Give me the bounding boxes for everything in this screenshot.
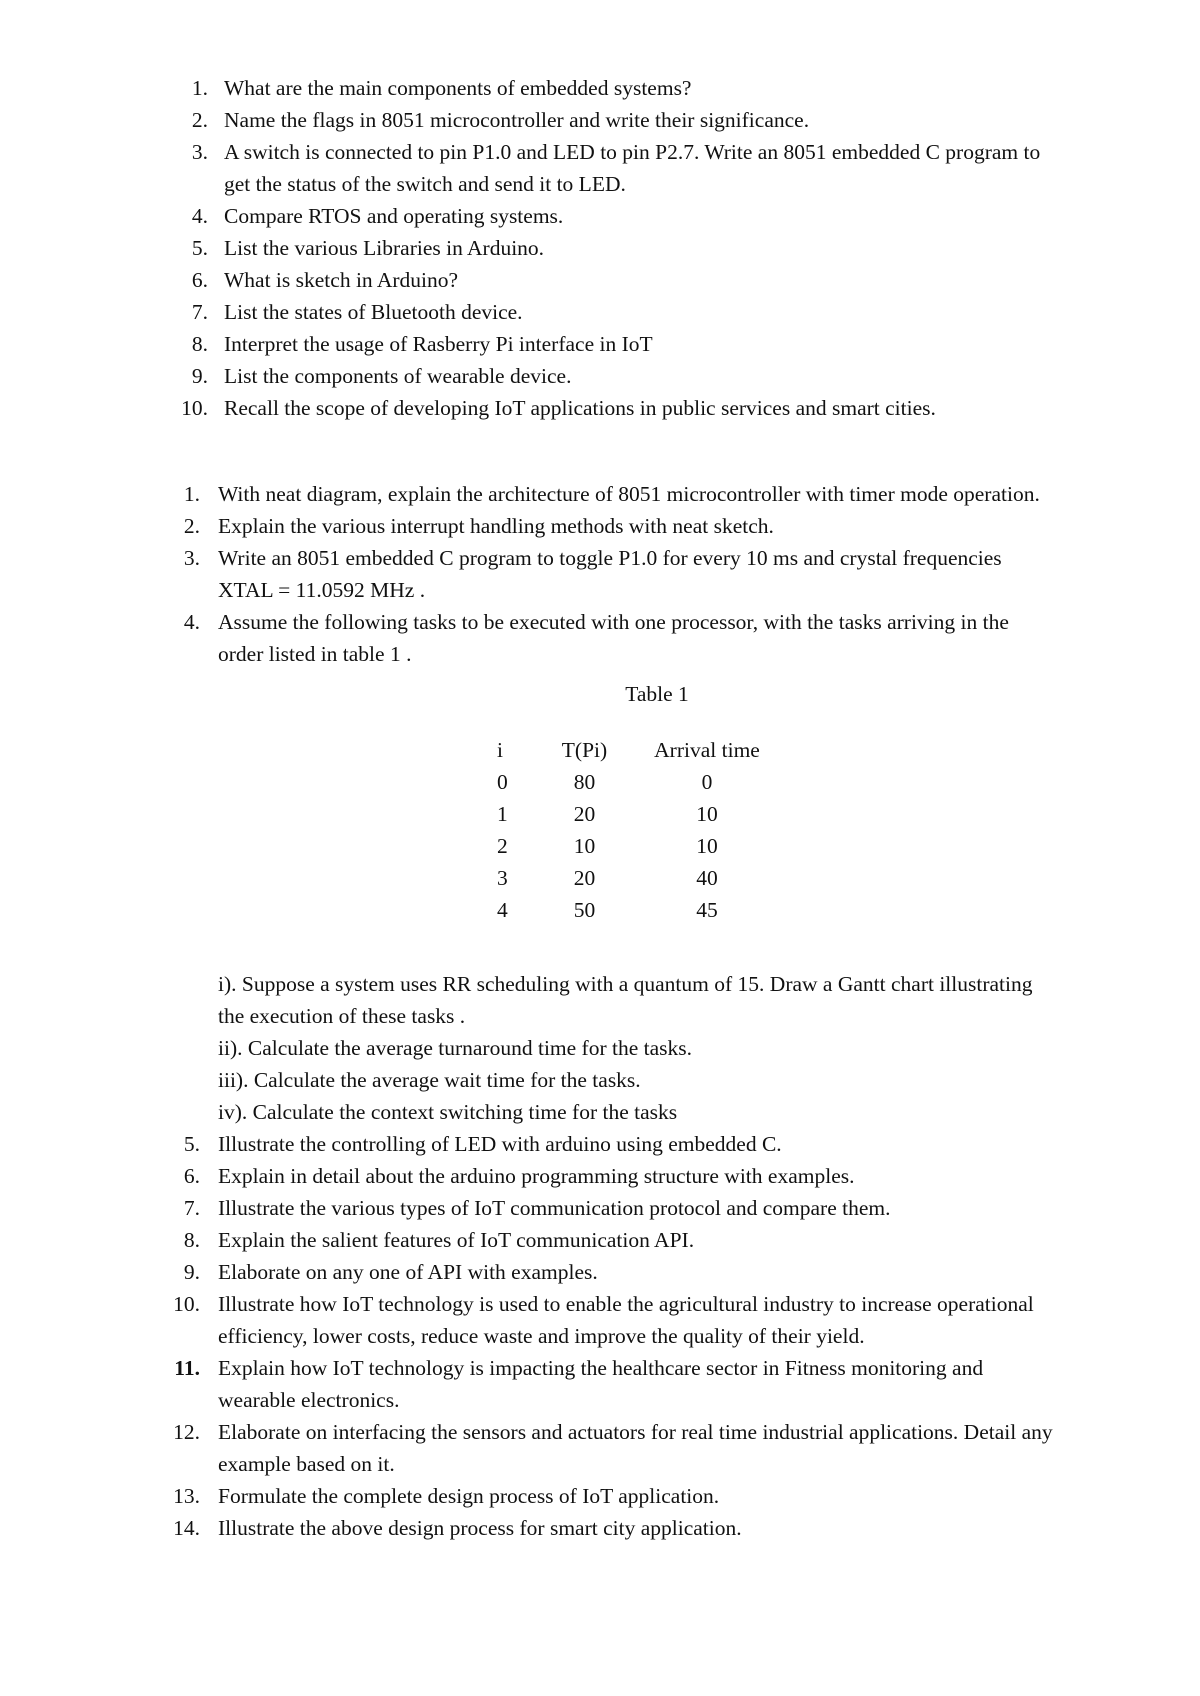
question-number: 5.	[191, 236, 208, 260]
question-text	[218, 1160, 854, 1192]
question-item	[0, 542, 1200, 606]
table-row	[497, 894, 782, 926]
question-text-line: Explain how IoT technology is impacting the healthcare sector in Fitness monitoring and	[218, 1356, 984, 1380]
question-item	[0, 104, 1200, 136]
table-header-row	[497, 734, 782, 766]
table-row	[497, 766, 782, 798]
question-item	[0, 1416, 1200, 1480]
table-row	[497, 798, 782, 830]
question-text	[218, 542, 1002, 606]
table-cell: 10	[696, 802, 718, 826]
question-text-line: Recall the scope of developing IoT applications in public services and smart cities.	[224, 396, 936, 420]
question-number: 13.	[173, 1484, 200, 1508]
question-text-line: Interpret the usage of Rasberry Pi interface in IoT	[224, 332, 653, 356]
table-cell: 45	[696, 898, 718, 922]
sub-question-line: the execution of these tasks .	[218, 1004, 466, 1028]
question-text-line: wearable electronics.	[218, 1388, 400, 1412]
question-text	[218, 1224, 694, 1256]
question-number: 2.	[183, 514, 200, 538]
question-text-line: What are the main components of embedded systems?	[224, 76, 692, 100]
question-text-line: List the states of Bluetooth device.	[224, 300, 523, 324]
table-header-cell: i	[497, 738, 503, 762]
question-text-line: With neat diagram, explain the architecture of 8051 microcontroller with timer mode operation.	[218, 482, 1040, 506]
sub-questions	[0, 968, 1200, 1128]
table-cell: 10	[696, 834, 718, 858]
question-text-line: Explain the salient features of IoT communication API.	[218, 1228, 695, 1252]
question-text	[218, 1512, 742, 1544]
question-text	[218, 1480, 719, 1512]
question-item	[0, 296, 1200, 328]
question-number: 9.	[191, 364, 208, 388]
task-table-block	[0, 670, 1200, 968]
question-text-line: A switch is connected to pin P1.0 and LED to pin P2.7. Write an 8051 embedded C program to	[224, 140, 1041, 164]
question-text-line: Explain the various interrupt handling methods with neat sketch.	[218, 514, 774, 538]
question-text-line: example based on it.	[218, 1452, 395, 1476]
question-text	[224, 392, 936, 424]
question-text	[224, 360, 571, 392]
question-number: 7.	[183, 1196, 200, 1220]
question-text	[224, 296, 523, 328]
table-cell: 10	[573, 834, 596, 858]
question-text-line: List the various Libraries in Arduino.	[224, 236, 545, 260]
table-header-cell: T(Pi)	[561, 738, 608, 762]
question-number: 8.	[191, 332, 208, 356]
question-text-line: Assume the following tasks to be executed with one processor, with the tasks arriving in the	[218, 610, 1009, 634]
question-text	[218, 478, 1040, 510]
question-item	[0, 510, 1200, 542]
question-number: 8.	[183, 1228, 200, 1252]
question-item	[0, 1512, 1200, 1544]
question-text	[218, 1288, 1034, 1352]
question-number: 4.	[191, 204, 208, 228]
table-title: Table 1	[625, 682, 689, 706]
question-text	[224, 104, 809, 136]
question-number: 3.	[191, 140, 208, 164]
question-item	[0, 232, 1200, 264]
question-text-line: Write an 8051 embedded C program to toggle P1.0 for every 10 ms and crystal frequencies	[218, 546, 1002, 570]
question-text-line: List the components of wearable device.	[224, 364, 572, 388]
question-text-line: Compare RTOS and operating systems.	[224, 204, 564, 228]
question-item	[0, 606, 1200, 670]
question-number: 4.	[183, 610, 200, 634]
short-questions-list	[0, 72, 1200, 424]
question-text-line: Elaborate on interfacing the sensors and actuators for real time industrial applications. Detail any	[218, 1420, 1053, 1444]
question-text	[224, 72, 691, 104]
question-item	[0, 1352, 1200, 1416]
question-number: 1.	[183, 482, 200, 506]
table-cell: 50	[573, 898, 596, 922]
question-item	[0, 1192, 1200, 1224]
question-text	[218, 1192, 890, 1224]
question-text-line: Name the flags in 8051 microcontroller and write their significance.	[224, 108, 810, 132]
question-text	[224, 232, 544, 264]
question-text-line: order listed in table 1 .	[218, 642, 412, 666]
question-text	[218, 510, 774, 542]
question-item	[0, 264, 1200, 296]
table-cell: 0	[701, 770, 713, 794]
question-text	[218, 1128, 782, 1160]
question-number: 6.	[191, 268, 208, 292]
question-text	[218, 606, 1009, 670]
table-cell: 20	[573, 866, 596, 890]
question-text-line: Formulate the complete design process of IoT application.	[218, 1484, 720, 1508]
question-text	[218, 1352, 983, 1416]
question-number: 12.	[173, 1420, 200, 1444]
question-text-line: Explain in detail about the arduino programming structure with examples.	[218, 1164, 855, 1188]
question-item	[0, 478, 1200, 510]
question-text	[218, 1416, 1053, 1480]
question-number: 6.	[183, 1164, 200, 1188]
question-item	[0, 136, 1200, 200]
question-item	[0, 1480, 1200, 1512]
sub-question-line: iv). Calculate the context switching time for the tasks	[218, 1100, 678, 1124]
question-number: 3.	[183, 546, 200, 570]
table-cell: 20	[573, 802, 596, 826]
table-cell: 0	[497, 770, 508, 794]
question-item	[0, 360, 1200, 392]
question-item	[0, 1288, 1200, 1352]
question-text	[224, 136, 1040, 200]
question-text-line: XTAL = 11.0592 MHz .	[218, 578, 426, 602]
question-text-line: Elaborate on any one of API with examples.	[218, 1260, 598, 1284]
question-number: 9.	[183, 1260, 200, 1284]
question-number: 10.	[181, 396, 208, 420]
table-header-cell: Arrival time	[654, 738, 760, 762]
question-item	[0, 392, 1200, 424]
sub-question-line: iii). Calculate the average wait time for the tasks.	[218, 1068, 641, 1092]
question-number: 11.	[174, 1356, 200, 1380]
question-text-line: efficiency, lower costs, reduce waste and improve the quality of their yield.	[218, 1324, 865, 1348]
question-text	[224, 328, 653, 360]
question-item	[0, 1128, 1200, 1160]
table-row	[497, 862, 782, 894]
question-item	[0, 1256, 1200, 1288]
sub-question-line: i). Suppose a system uses RR scheduling with a quantum of 15. Draw a Gantt chart illustrating	[218, 972, 1033, 996]
question-text	[224, 264, 458, 296]
question-text-line: Illustrate how IoT technology is used to enable the agricultural industry to increase operational	[218, 1292, 1034, 1316]
long-questions-list	[0, 478, 1200, 1544]
question-item	[0, 200, 1200, 232]
question-text	[224, 200, 563, 232]
table-cell: 80	[573, 770, 596, 794]
question-number: 10.	[173, 1292, 200, 1316]
question-text	[218, 1256, 598, 1288]
question-text-line: get the status of the switch and send it to LED.	[224, 172, 626, 196]
question-item	[0, 72, 1200, 104]
table-cell: 40	[696, 866, 718, 890]
question-number: 5.	[183, 1132, 200, 1156]
table-cell: 2	[497, 834, 508, 858]
task-table	[497, 734, 782, 926]
question-number: 2.	[191, 108, 208, 132]
table-cell: 3	[497, 866, 508, 890]
sub-question-line: ii). Calculate the average turnaround time for the tasks.	[218, 1036, 693, 1060]
question-item	[0, 1224, 1200, 1256]
question-item	[0, 328, 1200, 360]
question-item	[0, 1160, 1200, 1192]
table-row	[497, 830, 782, 862]
table-cell: 1	[497, 802, 508, 826]
table-cell: 4	[497, 898, 508, 922]
question-text-line: What is sketch in Arduino?	[224, 268, 459, 292]
question-text-line: Illustrate the above design process for smart city application.	[218, 1516, 742, 1540]
question-number: 14.	[173, 1516, 200, 1540]
question-text-line: Illustrate the controlling of LED with arduino using embedded C.	[218, 1132, 782, 1156]
question-number: 1.	[191, 76, 208, 100]
question-number: 7.	[191, 300, 208, 324]
question-text-line: Illustrate the various types of IoT communication protocol and compare them.	[218, 1196, 891, 1220]
